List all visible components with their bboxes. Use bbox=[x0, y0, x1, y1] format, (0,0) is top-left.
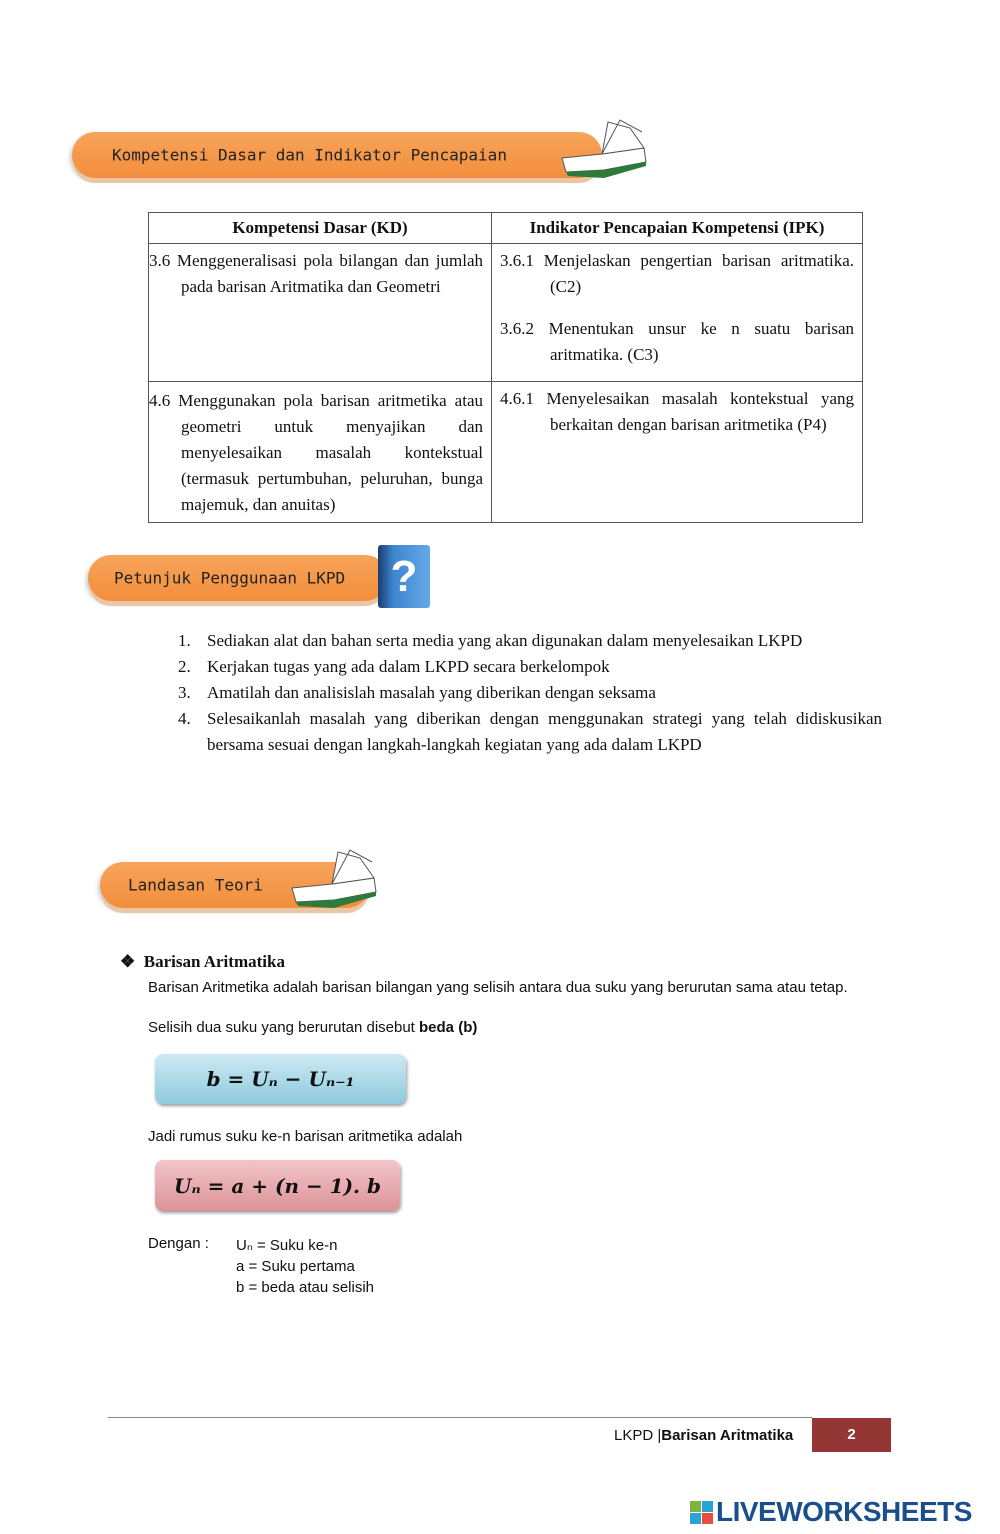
page-number: 2 bbox=[812, 1418, 891, 1452]
section-title: Landasan Teori bbox=[128, 875, 263, 895]
footer-label: LKPD |Barisan Aritmatika bbox=[614, 1427, 794, 1444]
beda-text: Selisih dua suku yang berurutan disebut beda (b) bbox=[148, 1019, 478, 1036]
column-header: Indikator Pencapaian Kompetensi (IPK) bbox=[492, 213, 863, 244]
subheading: ❖ Barisan Aritmatika bbox=[120, 952, 285, 971]
section-title: Kompetensi Dasar dan Indikator Pencapaian bbox=[112, 145, 507, 165]
column-header: Kompetensi Dasar (KD) bbox=[149, 213, 492, 244]
logo-icon bbox=[690, 1501, 713, 1524]
formula-suku-ke-n: Uₙ = a + (n − 1). b bbox=[155, 1160, 400, 1211]
list-item: 2. Kerjakan tugas yang ada dalam LKPD secara berkelompok bbox=[178, 657, 610, 676]
definition-text: Barisan Aritmetika adalah barisan bilangan yang selisih antara dua suku yang berurutan sama atau tetap. bbox=[148, 979, 848, 996]
dengan-label: Dengan : bbox=[148, 1235, 209, 1252]
rumus-text: Jadi rumus suku ke-n barisan aritmetika adalah bbox=[148, 1128, 463, 1145]
section-banner-kd bbox=[72, 132, 602, 178]
formula-beda: b = Uₙ − Uₙ₋₁ bbox=[155, 1054, 406, 1104]
section-title: Petunjuk Penggunaan LKPD bbox=[114, 568, 346, 588]
definition-item: Uₙ = Suku ke-n bbox=[236, 1237, 338, 1254]
list-item: 4. Selesaikanlah masalah yang diberikan dengan menggunakan strategi yang telah didiskusikan bersama sesuai dengan langkah-langkah kegiatan yang ada dalam LKPD bbox=[178, 709, 882, 754]
open-book-icon bbox=[558, 118, 650, 182]
help-book-icon: ? bbox=[378, 545, 430, 608]
diamond-bullet-icon: ❖ bbox=[120, 952, 136, 971]
competency-table bbox=[148, 212, 863, 523]
open-book-icon bbox=[288, 848, 380, 912]
kd-cell: 4.6 Menggunakan pola barisan aritmetika atau geometri untuk menyajikan dan menyelesaikan masalah kontekstual (termasuk pertumbuhan, peluruhan, bunga majemuk, dan anuitas) bbox=[149, 382, 492, 523]
list-item: 3. Amatilah dan analisislah masalah yang diberikan dengan seksama bbox=[178, 683, 656, 702]
definition-item: a = Suku pertama bbox=[236, 1258, 355, 1275]
footer-divider bbox=[108, 1417, 812, 1418]
liveworksheets-logo: LIVEWORKSHEETS bbox=[690, 1496, 972, 1528]
ipk-item: 3.6.1 Menjelaskan pengertian barisan aritmatika. (C2) bbox=[500, 251, 854, 296]
definition-list bbox=[236, 1235, 374, 1298]
list-item: 1. Sediakan alat dan bahan serta media yang akan digunakan dalam menyelesaikan LKPD bbox=[178, 631, 803, 650]
ipk-item: 3.6.2 Menentukan unsur ke n suatu barisan aritmatika. (C3) bbox=[500, 319, 854, 364]
section-banner-petunjuk bbox=[88, 555, 388, 601]
instruction-list bbox=[178, 628, 882, 758]
kd-cell: 3.6 Menggeneralisasi pola bilangan dan jumlah pada barisan Aritmatika dan Geometri bbox=[149, 244, 492, 382]
definition-item: b = beda atau selisih bbox=[236, 1279, 375, 1296]
ipk-item: 4.6.1 Menyelesaikan masalah kontekstual yang berkaitan dengan barisan aritmetika (P4) bbox=[500, 389, 854, 434]
